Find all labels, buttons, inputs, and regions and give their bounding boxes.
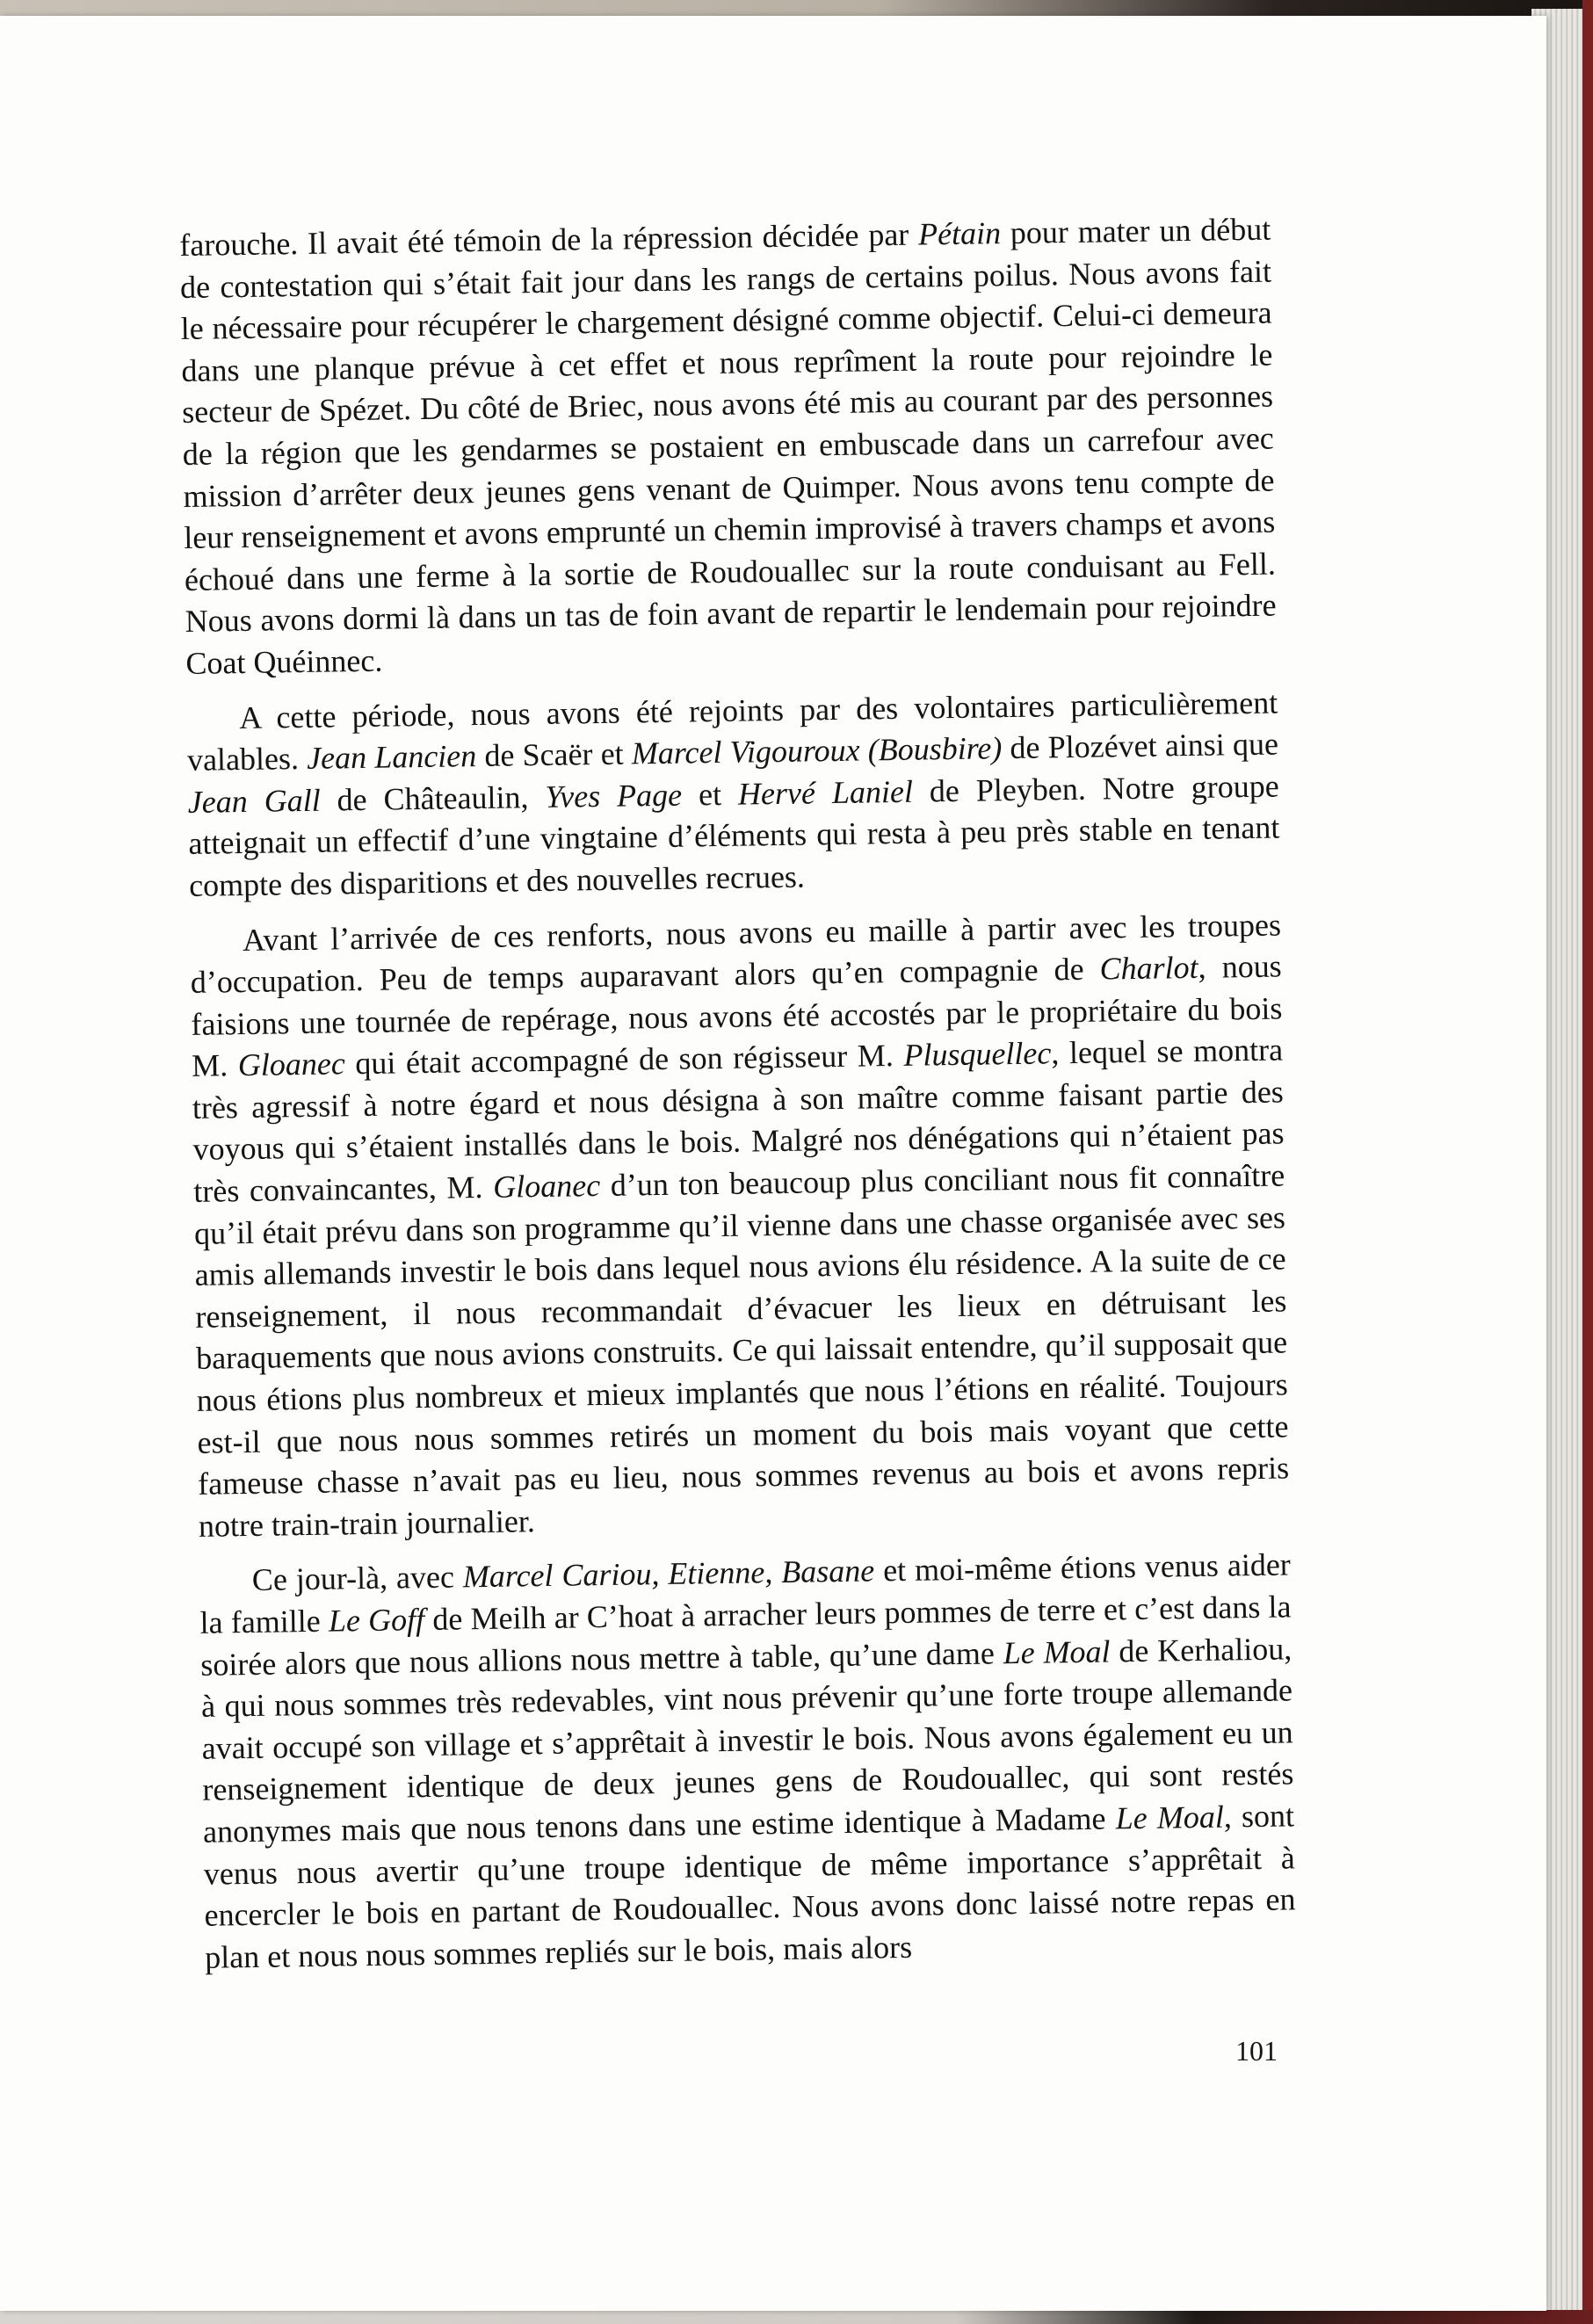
- text-run: Ce jour-là, avec: [251, 1559, 464, 1598]
- background-bottom: [0, 2310, 1593, 2324]
- text-run: Avant l’arrivée de ces renforts, nous avons eu maille à partir avec les troupes d’occupation. Peu de temps auparavant alors qu’en compagnie de: [190, 906, 1282, 1000]
- text-run: et: [681, 776, 739, 813]
- italic-name: Yves Page: [545, 777, 683, 814]
- italic-name: Gloanec: [492, 1168, 601, 1205]
- text-run: , sont venus nous avertir qu’une troupe identique de même importance s’apprêtait à encercler le bois en partant de Roudouallec. Nous avons donc laissé notre repas en plan et nous nous sommes repliés sur le bois, mais alors: [203, 1798, 1296, 1975]
- book-cover-edge: [1582, 0, 1593, 2324]
- italic-name: Marcel Vigouroux (Bousbire): [631, 730, 1003, 771]
- text-run: d’un ton beaucoup plus conciliant nous fit connaître qu’il était prévu dans son programme qu’il vienne dans une chasse organisée avec ses amis allemands investir le bois dans lequel nous avions élu résidence. A la suite de ce renseignement, il nous recommandait d’évacuer les lieux en détruisant les baraquements que nous avions construits. Ce qui laissait entendre, qu’il supposait que nous étions plus nombreux et mieux implantés que nous l’étions en réalité. Toujours est-il que nous nous sommes retirés un moment du bois mais voyant que cette fameuse chasse n’avait pas eu lieu, nous sommes revenus au bois et avons repris notre train-train journalier.: [193, 1157, 1290, 1544]
- italic-name: Marcel Cariou, Etienne, Basane: [462, 1553, 875, 1595]
- text-run: , nous faisions une tournée de repérage, nous avons été accostés par le propriétaire du bois M.: [191, 948, 1283, 1084]
- italic-name: Jean Lancien: [306, 738, 477, 777]
- text-run: de Meilh ar C’hoat à arracher leurs pommes de terre et c’est dans la soirée alors que nous allions nous mettre à table, qu’une dame: [200, 1589, 1292, 1683]
- text-run: de Scaër et: [475, 735, 633, 774]
- italic-name: Plusquellec: [903, 1035, 1052, 1074]
- text-run: de Châteaulin,: [320, 778, 546, 818]
- text-run: et moi-même étions venus aider la famille: [199, 1546, 1292, 1640]
- italic-name: Le Moal: [1003, 1633, 1111, 1670]
- text-run: pour mater un début de contestation qui s’était fait jour dans les rangs de certains poilus. Nous avons fait le nécessaire pour récupérer le chargement désigné comme objectif. Celui-ci demeura dans une planque prévue à cet effet et nous reprîment la route pour rejoindre le secteur de Spézet. Du côté de Briec, nous avons été mis au courant par des personnes de la région que les gendarmes se postaient en embuscade dans un carrefour avec mission d’arrêter deux jeunes gens venant de Quimper. Nous avons tenu compte de leur renseignement et avons emprunté un chemin improvisé à travers champs et avons échoué dans une ferme à la sortie de Roudouallec sur la route conduisant au Fell. Nous avons dormi là dans un tas de foin avant de repartir le lendemain pour rejoindre Coat Quéinnec.: [179, 211, 1277, 681]
- text-run: farouche. Il avait été témoin de la répression décidée par: [179, 216, 919, 263]
- italic-name: Le Moal: [1115, 1799, 1225, 1836]
- text-run: , lequel se montra très agressif à notre égard et nous désigna à son maître comme faisant partie des voyous qui s’étaient installés dans le bois. Malgré nos dénégations qui n’étaient pas très convaincantes, M.: [192, 1032, 1285, 1209]
- italic-name: Charlot: [1099, 949, 1198, 987]
- body-text: [179, 209, 1297, 1993]
- italic-name: Jean Gall: [187, 782, 321, 820]
- italic-name: Gloanec: [237, 1046, 346, 1083]
- text-run: de Pleyben. Notre groupe atteignait un effectif d’une vingtaine d’éléments qui resta à peu près stable en tenant compte des disparitions et des nouvelles recrues.: [188, 768, 1280, 903]
- text-run: qui était accompagné de son régisseur M.: [344, 1038, 904, 1082]
- paragraph-1: [179, 209, 1278, 685]
- page-number: 101: [1235, 2035, 1278, 2067]
- text-run: de Kerhaliou, à qui nous sommes très redevables, vint nous prévenir qu’une forte troupe allemande avait occupé son village et s’apprêtait à investir le bois. Nous avons également eu un renseignement identique de deux jeunes gens de Roudouallec, qui sont restés anonymes mais que nous tenons dans une estime identique à Madame: [200, 1630, 1294, 1850]
- italic-name: Le Goff: [328, 1602, 425, 1639]
- paragraph-3: [190, 904, 1290, 1547]
- italic-name: Hervé Laniel: [737, 773, 914, 812]
- paragraph-2: [186, 682, 1280, 907]
- paragraph-4: [199, 1545, 1297, 1979]
- book-page: [0, 16, 1546, 2311]
- text-run: de Plozévet ainsi que: [1002, 726, 1279, 766]
- italic-name: Pétain: [917, 215, 1002, 252]
- text-run: A cette période, nous avons été rejoints par des volontaires particulièrement valables.: [186, 684, 1278, 778]
